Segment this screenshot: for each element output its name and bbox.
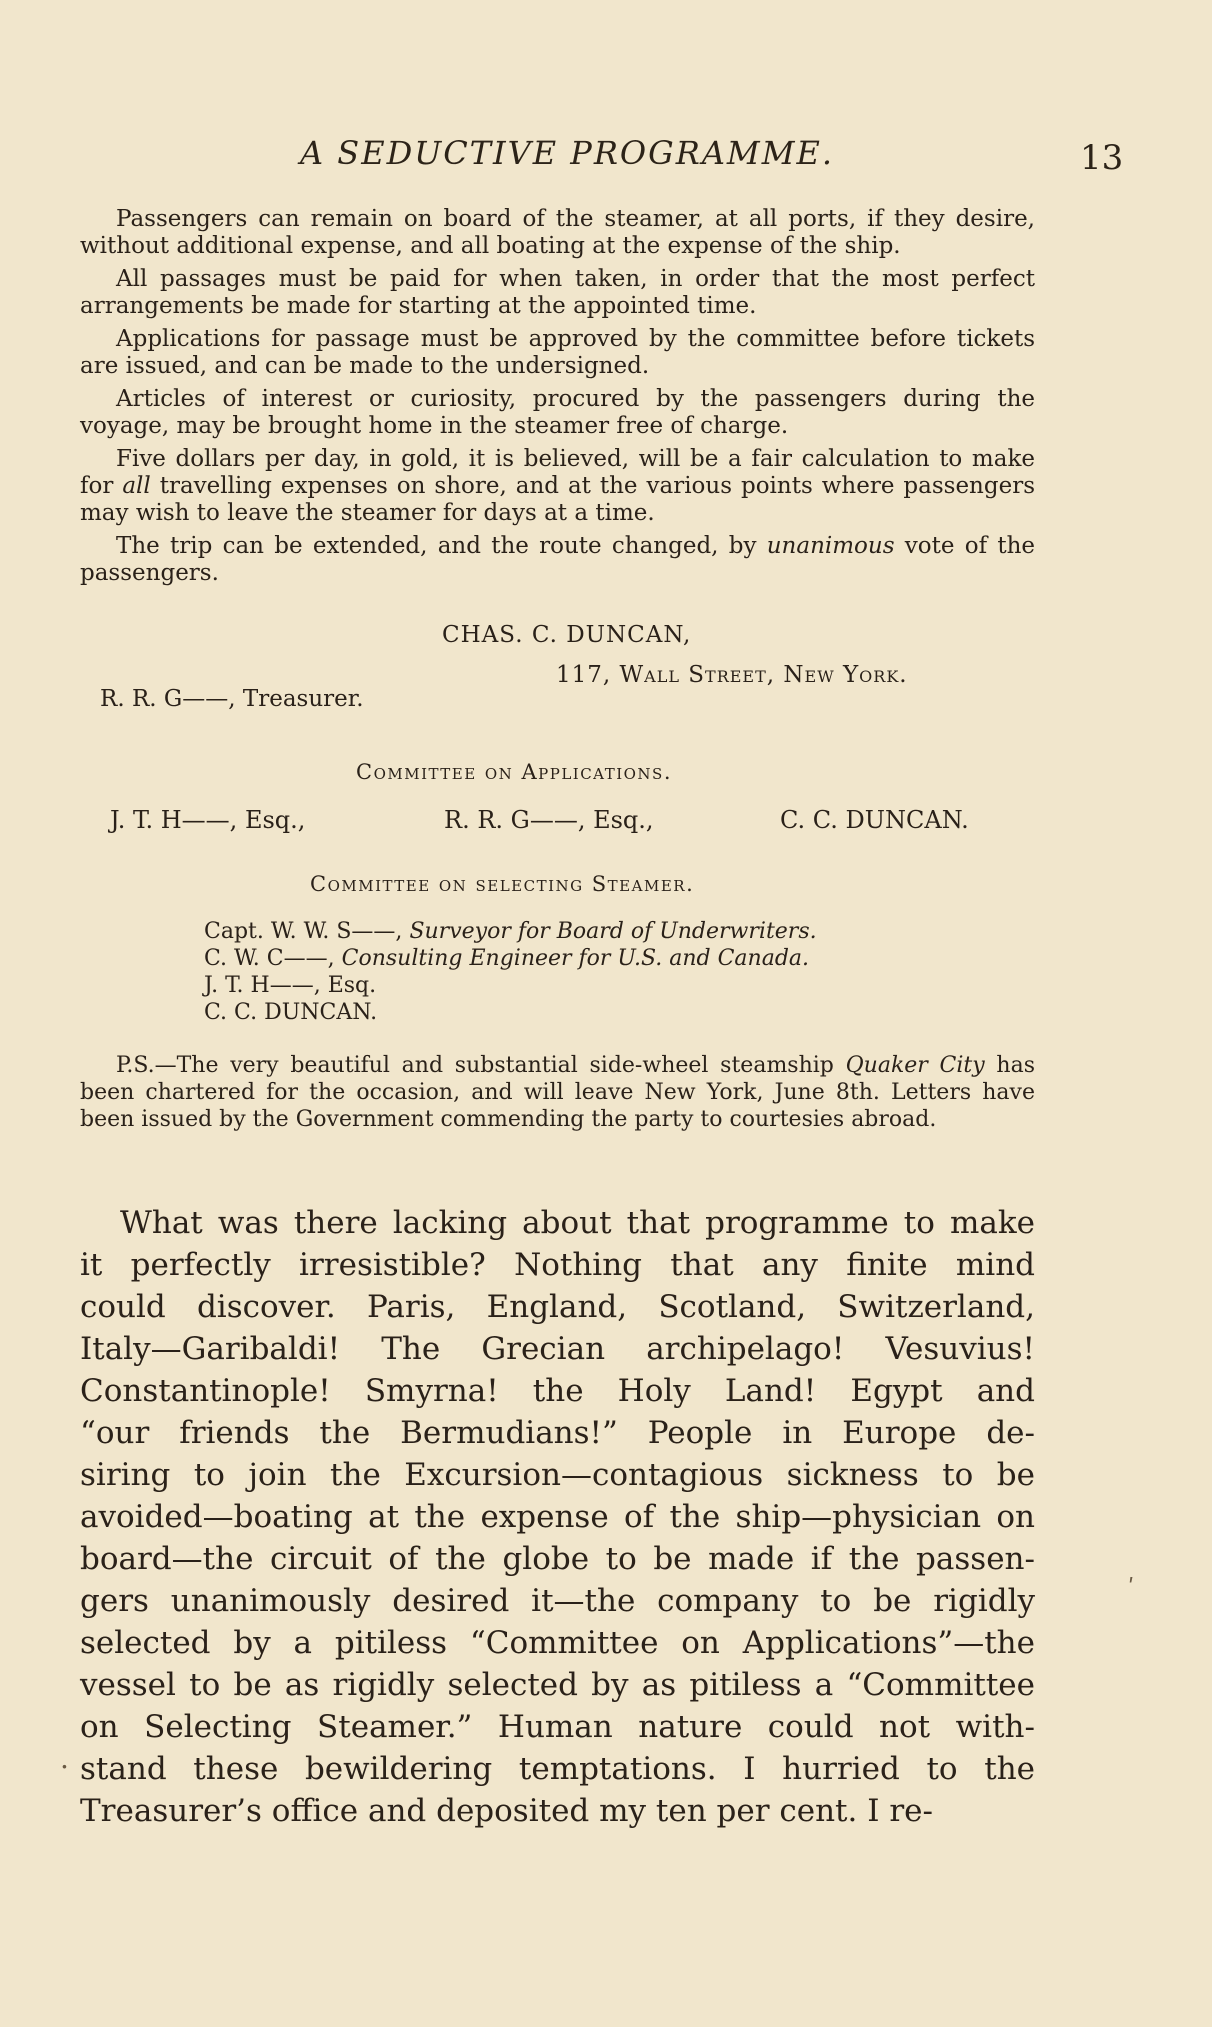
terms-paragraph: Applications for passage must be approved by the committee before tickets are issued, and can be made to the undersigned. (80, 326, 1035, 379)
terms-text: travelling expenses on shore, and at the various points where passengers may wish to leave the steamer for days at a time. (80, 473, 1036, 526)
text-line: siring to join the Excursion—contagious sickness to be (80, 1457, 1035, 1493)
text-line: avoided—boating at the expense of the ship—physician on (80, 1499, 1035, 1535)
postscript (80, 1052, 1035, 1133)
member-name: C. W. C——, (204, 946, 342, 971)
postscript-lead: P.S.—The very beautiful and substantial side-wheel steamship (116, 1053, 846, 1078)
text-line: stand these bewildering temptations. I hurried to the (80, 1751, 1035, 1787)
terms-text: Five dollars per day, in gold, it is believed, will be a fair calculation to make for (80, 446, 1035, 499)
signature-address: 117, Wall Street, New York. (556, 662, 908, 688)
emphasis-word: unanimous (766, 533, 895, 559)
running-title: A SEDUCTIVE PROGRAMME. (300, 134, 834, 172)
margin-mark: . (60, 1742, 69, 1775)
narrative-text (80, 1202, 1035, 1832)
committee-applications-heading: Committee on Applications. (356, 760, 672, 784)
terms-paragraph (80, 533, 1035, 587)
text-line: Treasurer’s office and deposited my ten per cent. I re- (80, 1793, 933, 1829)
terms-text: The trip can be extended, and the route changed, by (116, 533, 757, 559)
signature-name: CHAS. C. DUNCAN, (442, 622, 692, 648)
text-line: “our friends the Bermudians!” People in Europe de- (80, 1415, 1035, 1451)
text-line: What was there lacking about that programme to make (120, 1205, 1035, 1241)
committee-member: R. R. G——, Esq., (444, 806, 654, 834)
text-line: Italy—Garibaldi! The Grecian archipelago! Vesuvius! (80, 1331, 1035, 1367)
text-line: gers unanimously desired it—the company to be rigidly (80, 1583, 1035, 1619)
committee-member: C. C. DUNCAN. (780, 806, 969, 834)
member-name: C. C. DUNCAN. (204, 1000, 378, 1025)
text-line: could discover. Paris, England, Scotland, Switzerland, (80, 1289, 1035, 1325)
margin-mark: ʹ (1128, 1576, 1135, 1601)
text-line: vessel to be as rigidly selected by as pitiless a “Committee (80, 1667, 1035, 1703)
committee-member (204, 972, 817, 999)
terms-paragraph (80, 446, 1035, 527)
ship-name: Quaker City (845, 1053, 985, 1078)
text-line: selected by a pitiless “Committee on Applications”—the (80, 1625, 1035, 1661)
member-name: Capt. W. W. S——, (204, 919, 410, 944)
text-line: board—the circuit of the globe to be made if the passen- (80, 1541, 1035, 1577)
postscript-text: has been chartered for the occasion, and will leave New York, June 8th. Letters have been issued by the Government commending the party to courtesies abroad. (80, 1053, 1035, 1132)
terms-paragraph: Articles of interest or curiosity, procured by the passengers during the voyage, may be brought home in the steamer free of charge. (80, 386, 1035, 439)
text-line: on Selecting Steamer.” Human nature could not with- (80, 1709, 1035, 1745)
terms-text: vote of the passengers. (80, 533, 1036, 586)
signature-treasurer: R. R. G——, Treasurer. (100, 686, 364, 712)
committee-member (204, 945, 817, 972)
terms-paragraph: Passengers can remain on board of the steamer, at all ports, if they desire, without additional expense, and all boating at the expense of the ship. (80, 206, 1035, 259)
terms-paragraph: All passages must be paid for when taken, in order that the most perfect arrangements be made for starting at the appointed time. (80, 266, 1035, 319)
committee-steamer-heading: Committee on selecting Steamer. (310, 872, 695, 896)
member-role: Consulting Engineer for U.S. and Canada. (341, 946, 810, 971)
member-role: Surveyor for Board of Underwriters. (409, 919, 817, 944)
page-number: 13 (1080, 138, 1124, 178)
text-line: it perfectly irresistible? Nothing that any finite mind (80, 1247, 1035, 1283)
programme-terms (80, 206, 1035, 587)
committee-member (204, 918, 817, 945)
emphasis-word: all (122, 473, 151, 499)
member-name: J. T. H——, Esq. (204, 973, 377, 998)
text-line: Constantinople! Smyrna! the Holy Land! Egypt and (80, 1373, 1035, 1409)
running-head (0, 128, 1212, 178)
committee-steamer-members (204, 918, 817, 1026)
committee-member (204, 999, 817, 1026)
committee-member: J. T. H——, Esq., (110, 806, 306, 834)
